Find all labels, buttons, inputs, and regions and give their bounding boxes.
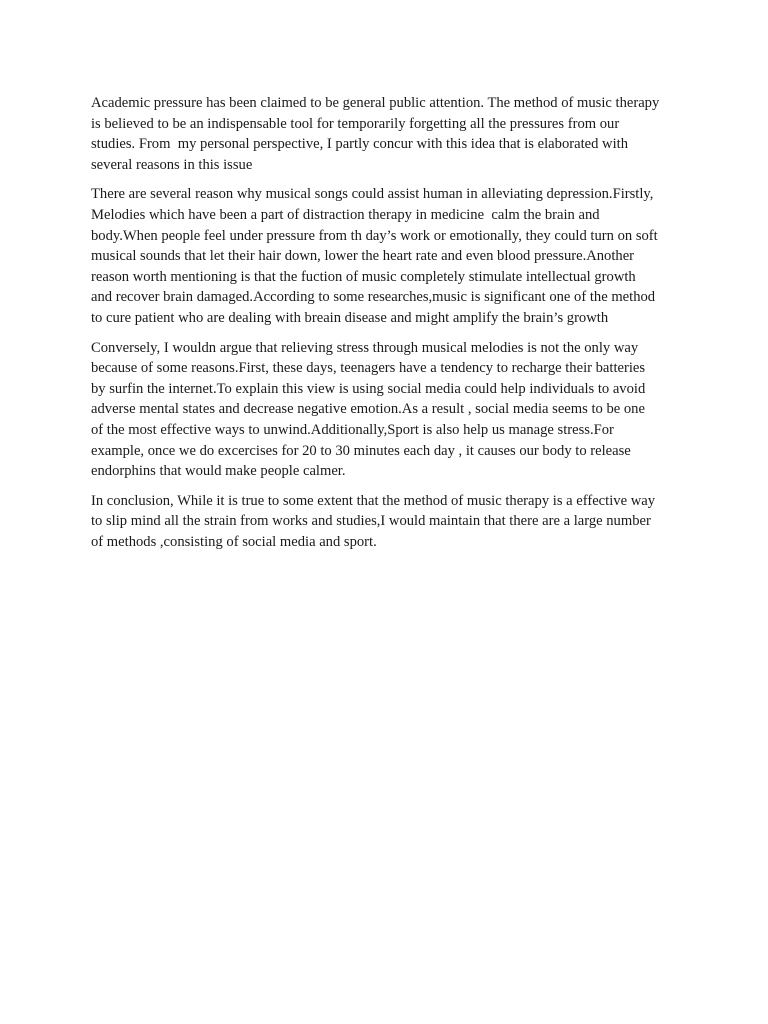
paragraph-music-benefits	[91, 184, 691, 328]
text-line: Melodies which have been a part of distraction therapy in medicine calm the brain and	[91, 206, 600, 223]
text-line: endorphins that would make people calmer.	[91, 463, 346, 480]
text-line: Conversely, I wouldn argue that relieving stress through musical melodies is not the only way	[91, 339, 639, 356]
text-line: and recover brain damaged.According to some researches,music is significant one of the method	[91, 289, 656, 306]
text-line: of the most effective ways to unwind.Additionally,Sport is also help us manage stress.For	[91, 421, 614, 438]
essay-body	[91, 93, 691, 561]
text-line: studies. From my personal perspective, I partly concur with this idea that is elaborated with	[91, 136, 628, 153]
text-line: Academic pressure has been claimed to be general public attention. The method of music therapy	[91, 95, 660, 111]
text-line: is believed to be an indispensable tool for temporarily forgetting all the pressures from our	[91, 115, 620, 132]
paragraph-counterargument	[91, 338, 691, 482]
text-line: reason worth mentioning is that the fuction of music completely stimulate intellectual growth	[91, 268, 636, 285]
text-line: example, once we do excercises for 20 to 30 minutes each day , it causes our body to release	[91, 442, 631, 459]
text-line: by surfin the internet.To explain this view is using social media could help individuals to avoid	[91, 380, 646, 397]
text-line: There are several reason why musical songs could assist human in alleviating depression.Firstly,	[91, 186, 654, 203]
text-line: to slip mind all the strain from works and studies,I would maintain that there are a large number	[91, 513, 651, 530]
text-line: musical sounds that let their hair down, lower the heart rate and even blood pressure.Another	[91, 248, 635, 265]
text-line: several reasons in this issue	[91, 156, 253, 173]
text-line: of methods ,consisting of social media and sport.	[91, 533, 377, 550]
paragraph-conclusion	[91, 491, 691, 553]
text-line: body.When people feel under pressure from th day’s work or emotionally, they could turn on soft	[91, 227, 658, 244]
text-line: In conclusion, While it is true to some extent that the method of music therapy is a effective way	[91, 492, 656, 509]
paragraph-introduction	[91, 93, 691, 175]
text-line: to cure patient who are dealing with breain disease and might amplify the brain’s growth	[91, 309, 609, 326]
text-line: adverse mental states and decrease negative emotion.As a result , social media seems to be one	[91, 401, 645, 418]
text-line: because of some reasons.First, these days, teenagers have a tendency to recharge their batteries	[91, 360, 646, 377]
